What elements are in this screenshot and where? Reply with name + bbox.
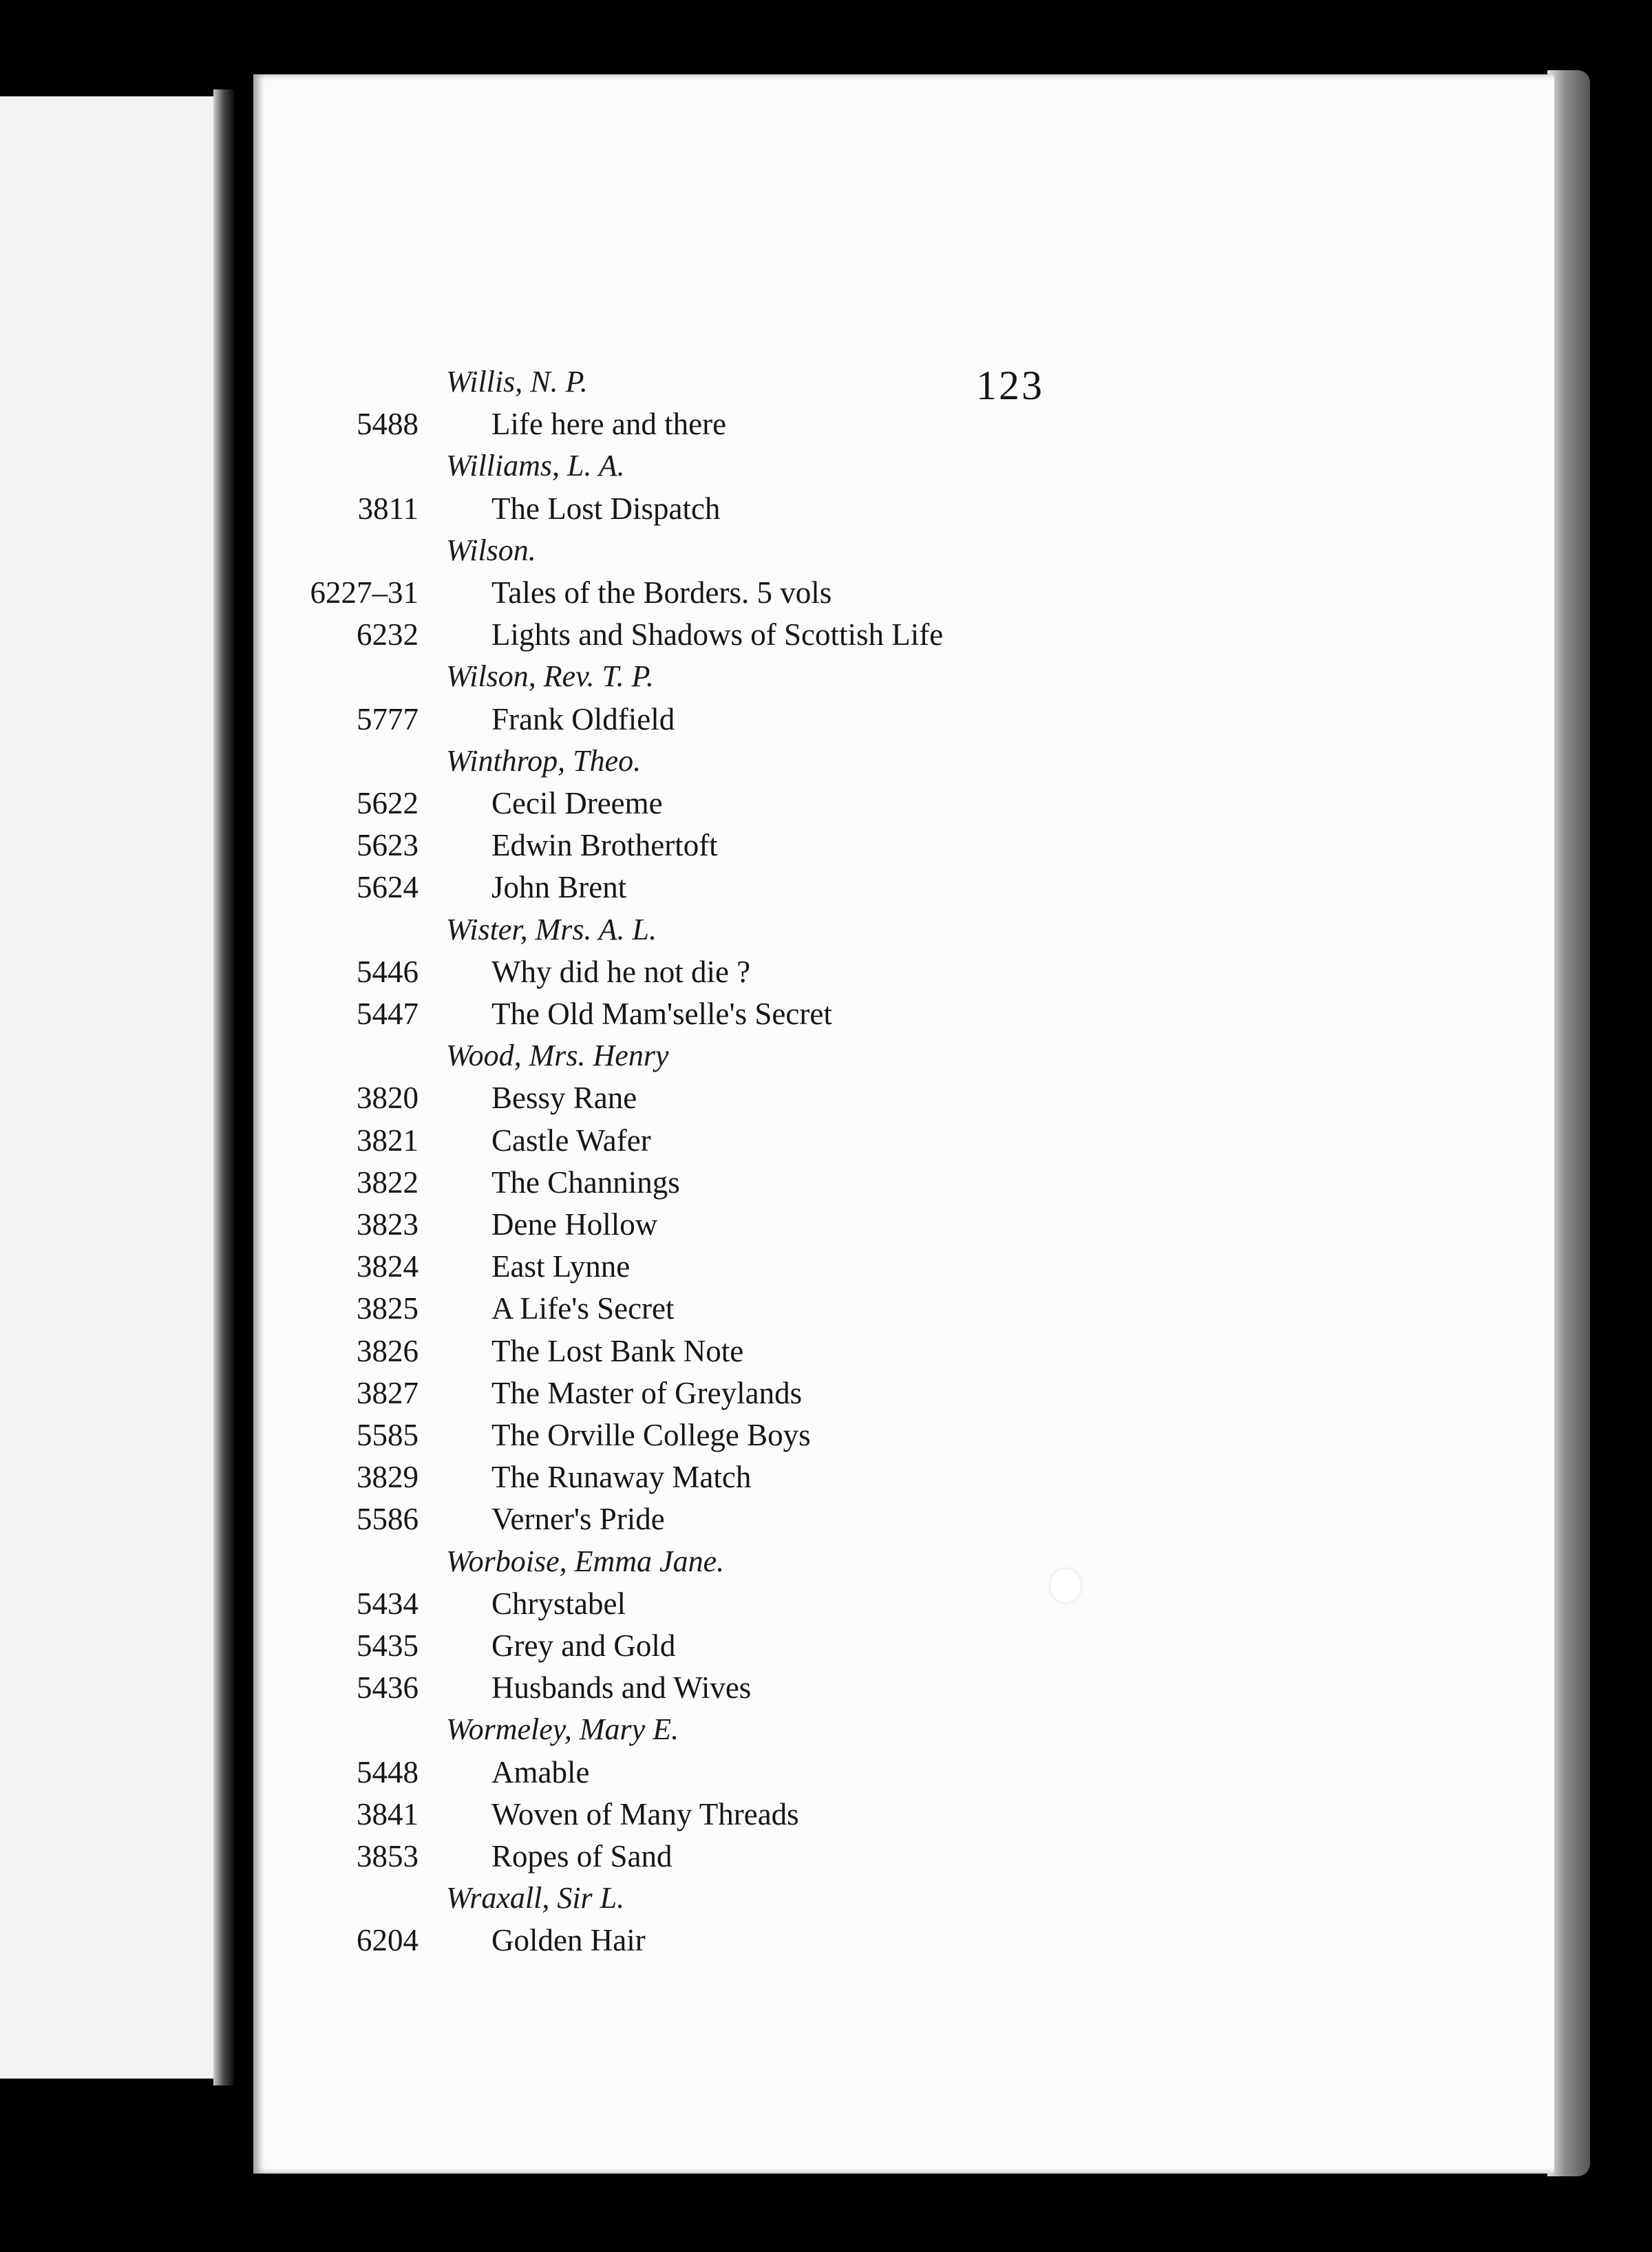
book-title: Life here and there bbox=[491, 407, 727, 442]
catalog-entry bbox=[253, 1752, 1547, 1793]
catalog-number: 6204 bbox=[357, 1923, 419, 1958]
book-title: Verner's Pride bbox=[491, 1502, 665, 1537]
catalog-entry bbox=[253, 783, 1547, 824]
book-title: Dene Hollow bbox=[491, 1207, 658, 1242]
book-title: The Runaway Match bbox=[491, 1460, 752, 1495]
catalog-number: 3853 bbox=[357, 1839, 419, 1873]
author-name: Wister, Mrs. A. L. bbox=[446, 912, 657, 946]
author-name: Wilson. bbox=[446, 533, 536, 567]
catalog-entry bbox=[253, 699, 1547, 740]
catalog-entry bbox=[253, 1288, 1547, 1329]
book-gutter bbox=[213, 89, 234, 2085]
catalog-number: 3811 bbox=[357, 491, 419, 526]
catalog-entry bbox=[253, 1667, 1547, 1708]
book-title: The Lost Bank Note bbox=[491, 1333, 744, 1368]
catalog-entry bbox=[253, 1625, 1547, 1666]
author-heading bbox=[253, 361, 1547, 403]
catalog-number: 3820 bbox=[357, 1081, 419, 1116]
catalog-number: 5585 bbox=[357, 1418, 419, 1452]
author-name: Wilson, Rev. T. P. bbox=[446, 659, 654, 694]
book-title: Cecil Dreeme bbox=[491, 786, 663, 820]
catalog-entry bbox=[253, 867, 1547, 908]
catalog-number: 5622 bbox=[357, 786, 419, 820]
catalog-entry bbox=[253, 1498, 1547, 1540]
catalog-number: 5448 bbox=[357, 1754, 419, 1789]
author-name: Winthrop, Theo. bbox=[446, 743, 642, 778]
author-name: Wood, Mrs. Henry bbox=[446, 1039, 669, 1073]
catalog-entry bbox=[253, 1330, 1547, 1372]
catalog-number: 3821 bbox=[357, 1123, 419, 1158]
book-title: Bessy Rane bbox=[491, 1081, 637, 1116]
catalog-entry bbox=[253, 1583, 1547, 1624]
catalog-entry bbox=[253, 1162, 1547, 1203]
catalog-number: 5435 bbox=[357, 1628, 419, 1663]
book-title: East Lynne bbox=[491, 1249, 631, 1284]
catalog-entry bbox=[253, 1456, 1547, 1498]
catalog-entry bbox=[253, 1246, 1547, 1287]
catalog-number: 3823 bbox=[357, 1207, 419, 1242]
catalog-entry bbox=[253, 572, 1547, 613]
catalog-number: 5623 bbox=[357, 828, 419, 863]
catalog-entry bbox=[253, 614, 1547, 655]
catalog-number: 5446 bbox=[357, 954, 419, 989]
catalog-number: 5488 bbox=[357, 407, 419, 442]
catalog-page bbox=[253, 74, 1554, 2174]
catalog-entry bbox=[253, 1372, 1547, 1414]
catalog-entry bbox=[253, 993, 1547, 1034]
catalog-entry bbox=[253, 1204, 1547, 1245]
book-title: Woven of Many Threads bbox=[491, 1796, 799, 1831]
book-title: Lights and Shadows of Scottish Life bbox=[491, 617, 944, 652]
book-title: Castle Wafer bbox=[491, 1123, 651, 1158]
catalog-entry bbox=[253, 825, 1547, 866]
author-heading bbox=[253, 1878, 1547, 1919]
book-title: The Lost Dispatch bbox=[491, 491, 721, 526]
book-title: Chrystabel bbox=[491, 1586, 626, 1621]
catalog-number: 6232 bbox=[357, 617, 419, 652]
catalog-entry bbox=[253, 951, 1547, 992]
author-name: Worboise, Emma Jane. bbox=[446, 1544, 725, 1578]
catalog-entry bbox=[253, 1836, 1547, 1877]
author-heading bbox=[253, 1035, 1547, 1076]
catalog-number: 6227–31 bbox=[310, 575, 419, 610]
catalog-number: 5434 bbox=[357, 1586, 419, 1621]
catalog-number: 5777 bbox=[357, 701, 419, 736]
book-title: The Old Mam'selle's Secret bbox=[491, 997, 832, 1031]
catalog-entry bbox=[253, 1120, 1547, 1161]
catalog-number: 3825 bbox=[357, 1291, 419, 1326]
book-title: Why did he not die ? bbox=[491, 954, 751, 989]
catalog-number: 3826 bbox=[357, 1333, 419, 1368]
book-title: Grey and Gold bbox=[491, 1628, 676, 1663]
catalog-entry bbox=[253, 403, 1547, 445]
catalog-number: 3827 bbox=[357, 1375, 419, 1410]
page-number: 123 bbox=[976, 363, 1044, 408]
author-heading bbox=[253, 741, 1547, 782]
catalog-number: 5586 bbox=[357, 1502, 419, 1537]
book-title: The Orville College Boys bbox=[491, 1418, 811, 1452]
catalog-number: 3824 bbox=[357, 1249, 419, 1284]
book-title: Golden Hair bbox=[491, 1923, 646, 1958]
book-title: Amable bbox=[491, 1754, 590, 1789]
catalog-entry bbox=[253, 488, 1547, 529]
catalog-entry bbox=[253, 1077, 1547, 1118]
catalog-number: 5624 bbox=[357, 870, 419, 905]
author-heading bbox=[253, 530, 1547, 571]
book-title: John Brent bbox=[491, 870, 627, 905]
book-title: A Life's Secret bbox=[491, 1291, 675, 1326]
author-name: Williams, L. A. bbox=[446, 449, 625, 483]
book-title: The Channings bbox=[491, 1165, 680, 1200]
facing-page bbox=[0, 96, 231, 2079]
catalog-number: 3829 bbox=[357, 1460, 419, 1495]
book-title: The Master of Greylands bbox=[491, 1375, 803, 1410]
author-name: Wraxall, Sir L. bbox=[446, 1881, 625, 1915]
catalog-number: 3841 bbox=[357, 1796, 419, 1831]
book-title: Ropes of Sand bbox=[491, 1839, 673, 1873]
catalog-entry bbox=[253, 1920, 1547, 1961]
book-title: Edwin Brothertoft bbox=[491, 828, 718, 863]
author-heading bbox=[253, 1709, 1547, 1750]
paper-speck bbox=[1050, 1569, 1081, 1602]
author-heading bbox=[253, 445, 1547, 487]
catalog-number: 5447 bbox=[357, 997, 419, 1031]
catalog-entry bbox=[253, 1414, 1547, 1456]
catalog-number: 5436 bbox=[357, 1670, 419, 1706]
book-title: Frank Oldfield bbox=[491, 701, 675, 736]
author-name: Willis, N. P. bbox=[446, 365, 588, 399]
author-heading bbox=[253, 656, 1547, 697]
book-title: Husbands and Wives bbox=[491, 1670, 752, 1706]
catalog-number: 3822 bbox=[357, 1165, 419, 1200]
author-name: Wormeley, Mary E. bbox=[446, 1712, 679, 1747]
catalog-entry bbox=[253, 1794, 1547, 1835]
author-heading bbox=[253, 1541, 1547, 1582]
author-heading bbox=[253, 909, 1547, 950]
book-title: Tales of the Borders. 5 vols bbox=[491, 575, 832, 610]
